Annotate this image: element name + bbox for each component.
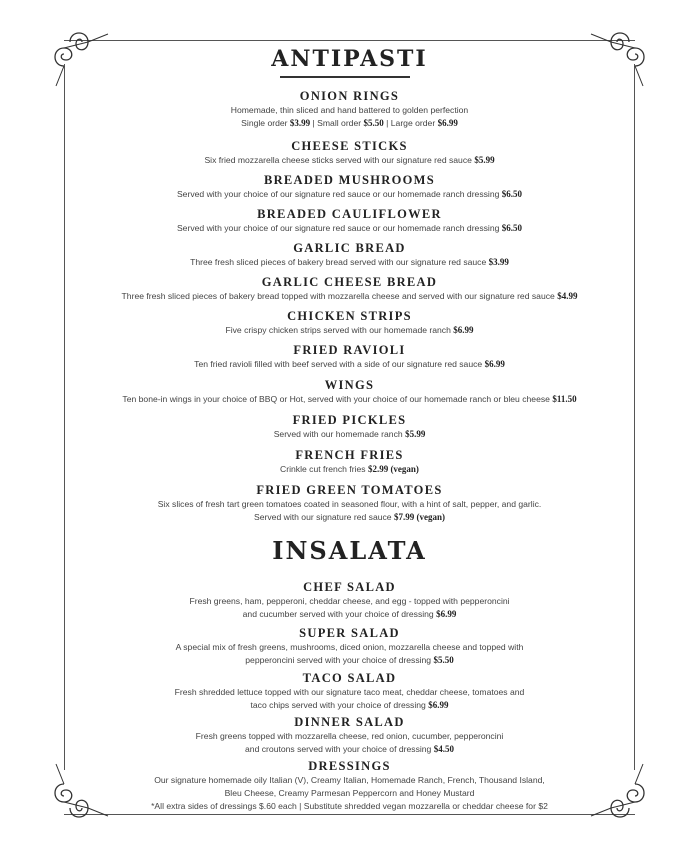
item-description: A special mix of fresh greens, mushrooms, diced onion, mozzarella cheese and topped with <box>175 642 524 652</box>
frame-bottom-line <box>64 814 635 815</box>
item-description: Six fried mozzarella cheese sticks served with our signature red sauce $5.99 <box>204 155 495 165</box>
menu-item-garlic-bread <box>40 241 659 269</box>
menu-item-breaded-mushrooms <box>40 173 659 201</box>
item-price: $6.50 <box>501 223 523 233</box>
item-description: Six slices of fresh tart green tomatoes coated in seasoned flour, with a hint of salt, pepper, and garlic. <box>157 499 542 509</box>
item-name: TACO SALAD <box>302 671 397 685</box>
frame-top-line <box>64 40 635 41</box>
item-price: $6.50 <box>501 189 523 199</box>
item-description: Served with your choice of our signature red sauce or our homemade ranch dressing $6.50 <box>176 189 523 199</box>
item-price: $2.99 (vegan) <box>367 464 419 474</box>
item-name: BREADED MUSHROOMS <box>263 173 436 187</box>
item-description: Homemade, thin sliced and hand battered to golden perfection <box>230 105 469 115</box>
item-name: CHEF SALAD <box>303 580 396 594</box>
item-price: $6.99 <box>484 359 505 369</box>
menu-item-fried-pickles <box>40 413 659 441</box>
menu-item-super-salad <box>40 626 659 666</box>
menu-item-garlic-cheese-bread <box>40 275 659 303</box>
item-description: Fresh greens topped with mozzarella cheese, red onion, cucumber, pepperoncini <box>195 731 504 741</box>
item-name: FRIED RAVIOLI <box>293 343 406 357</box>
item-price: $5.99 <box>474 155 495 165</box>
item-price: $4.99 <box>557 291 578 301</box>
item-price: $11.50 <box>552 394 577 404</box>
menu-item-cheese-sticks <box>40 139 659 167</box>
item-description: Three fresh sliced pieces of bakery bread served with our signature red sauce $3.99 <box>190 257 509 267</box>
item-description-line2: Served with our signature red sauce $7.99 (vegan) <box>254 511 445 522</box>
item-description: Ten fried ravioli filled with beef served with a side of our signature red sauce $6.99 <box>194 359 505 369</box>
item-description: Crinkle cut french fries $2.99 (vegan) <box>280 464 419 474</box>
menu-item-chicken-strips <box>40 309 659 337</box>
item-price: $3.99 <box>488 257 509 267</box>
item-price: $4.50 <box>433 743 454 754</box>
item-name: FRIED GREEN TOMATOES <box>256 483 443 497</box>
footnote: *All extra sides of dressings $.60 each | Substitute shredded vegan mozzarella or cheddar cheese for $2 <box>151 801 548 811</box>
item-description: Our signature homemade oily Italian (V), Creamy Italian, Homemade Ranch, French, Thousand Island, <box>154 775 545 785</box>
menu-item-breaded-cauliflower <box>40 207 659 235</box>
item-price: $5.99 <box>405 429 426 439</box>
item-price: $6.99 <box>453 325 474 335</box>
item-name: DRESSINGS <box>308 759 391 773</box>
item-price: $7.99 (vegan) <box>393 511 445 522</box>
item-name: DINNER SALAD <box>294 715 405 729</box>
item-name: GARLIC CHEESE BREAD <box>261 275 438 289</box>
item-description: Fresh greens, ham, pepperoni, cheddar cheese, and egg - topped with pepperoncini <box>189 596 510 606</box>
menu-item-wings <box>40 378 659 406</box>
item-price-options: Single order $3.99 | Small order $5.50 | Large order $6.99 <box>241 117 458 128</box>
item-name: CHEESE STICKS <box>291 139 408 153</box>
menu-item-chef-salad <box>40 580 659 620</box>
menu-item-taco-salad <box>40 671 659 711</box>
item-price: $5.50 <box>433 654 454 665</box>
item-price: $6.99 <box>428 699 449 710</box>
item-name: GARLIC BREAD <box>293 241 406 255</box>
item-name: SUPER SALAD <box>299 626 400 640</box>
item-description: Three fresh sliced pieces of bakery bread topped with mozzarella cheese and served with our signature red sauce $4.99 <box>121 291 578 301</box>
item-description-line2: pepperoncini served with your choice of dressing $5.50 <box>245 654 454 665</box>
item-description: Ten bone-in wings in your choice of BBQ or Hot, served with your choice of our homemade ranch or bleu cheese $11.50 <box>122 394 577 404</box>
section-rule-antipasti <box>280 76 410 78</box>
item-description: Served with your choice of our signature red sauce or our homemade ranch dressing $6.50 <box>176 223 523 233</box>
item-name: ONION RINGS <box>299 89 400 103</box>
item-price: $6.99 <box>436 608 457 619</box>
menu-item-dressings <box>40 759 659 799</box>
item-description: Served with our homemade ranch $5.99 <box>273 429 426 439</box>
item-name: FRENCH FRIES <box>295 448 404 462</box>
item-description-line2: Bleu Cheese, Creamy Parmesan Peppercorn and Honey Mustard <box>224 787 475 798</box>
menu-item-fried-green-tomatoes <box>40 483 659 523</box>
section-title-antipasti: ANTIPASTI <box>271 46 428 72</box>
price-large: $6.99 <box>437 117 458 128</box>
item-description-line2: and croutons served with your choice of dressing $4.50 <box>245 743 454 754</box>
price-single: $3.99 <box>289 117 311 128</box>
item-description: Fresh shredded lettuce topped with our signature taco meat, cheddar cheese, tomatoes and <box>174 687 525 697</box>
price-small: $5.50 <box>363 117 384 128</box>
item-description: Five crispy chicken strips served with our homemade ranch $6.99 <box>225 325 474 335</box>
item-name: WINGS <box>324 378 375 392</box>
item-name: FRIED PICKLES <box>292 413 407 427</box>
menu-item-fried-ravioli <box>40 343 659 371</box>
item-description-line2: taco chips served with your choice of dressing $6.99 <box>250 699 449 710</box>
menu-item-french-fries <box>40 448 659 476</box>
section-title-insalata: INSALATA <box>272 536 427 565</box>
item-name: CHICKEN STRIPS <box>287 309 412 323</box>
item-name: BREADED CAULIFLOWER <box>257 207 442 221</box>
menu-item-dinner-salad <box>40 715 659 755</box>
menu-item-onion-rings <box>40 89 659 129</box>
item-description-line2: and cucumber served with your choice of dressing $6.99 <box>242 608 457 619</box>
